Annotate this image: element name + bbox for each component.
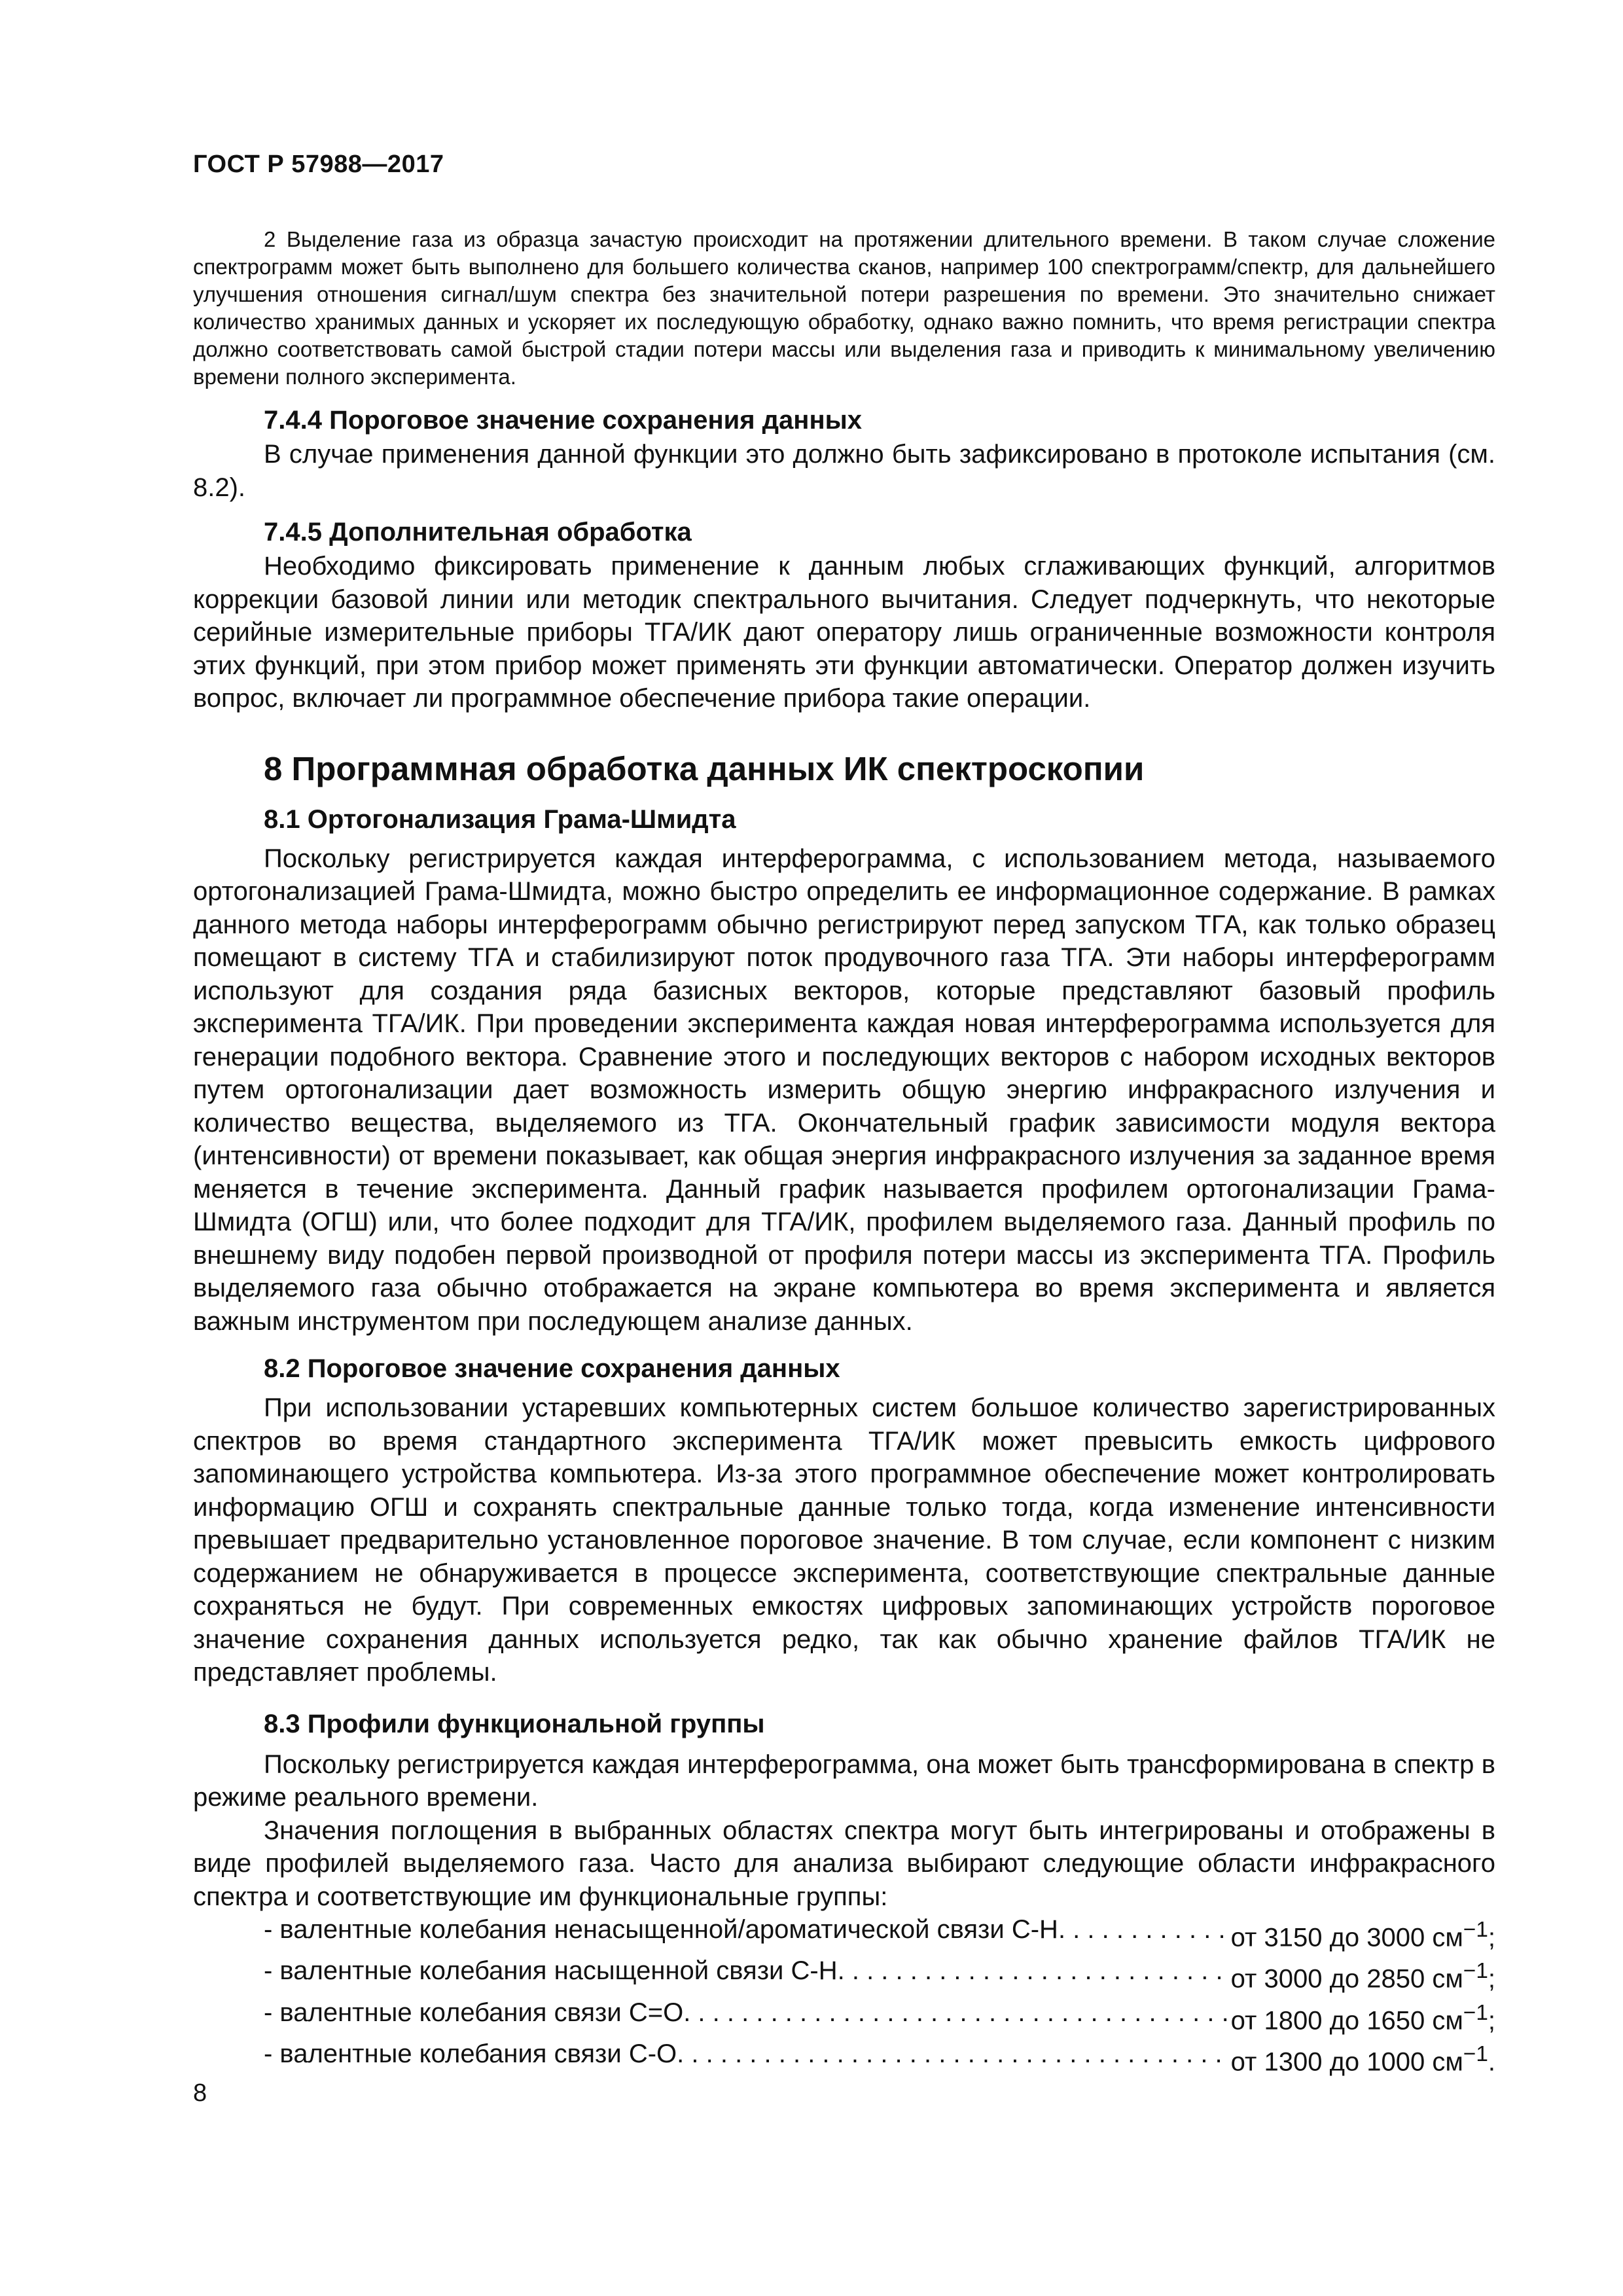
leader-dots <box>1058 1913 1231 1954</box>
list-item-label: - валентные колебания связи С-О <box>264 2039 677 2068</box>
list-item-value: от 3000 до 2850 $см^{-1}$; <box>1230 1959 1495 1994</box>
section-8-1-text: Поскольку регистрируется каждая интерферограмма, с использованием метода, называемого ортогонализацией Грама-Шмидта, можно быстро определить ее информационное содержание. В рамках данного метода наборы интерферограмм обычно регистрируют перед запуском ТГА, как только образец помещают в систему ТГА и стабилизируют поток продувочного газа ТГА. Эти наборы интерферограмм используют для создания ряда базисных векторов, которые представляют базовый профиль эксперимента ТГА/ИК. При проведении эксперимента каждая новая интерферограмма используется для генерации подобного вектора. Сравнение этого и последующих векторов с набором исходных векторов путем ортогонализации дает возможность измерить общую энергию инфракрасного излучения и количество вещества, выделяемого из ТГА. Окончательный график зависимости модуля вектора (интенсивности) от времени показывает, как общая энергия инфракрасного излучения за заданное время меняется в течение эксперимента. Данный график называется профилем ортогонализации Грама-Шмидта (ОГШ) или, что более подходит для ТГА/ИК, профилем выделяемого газа. Данный профиль по внешнему виду подобен первой производной от профиля потери массы из эксперимента ТГА. Профиль выделяемого газа обычно отображается на экране компьютера во время эксперимента и является важным инструментом при последующем анализе данных. <box>193 844 1495 1336</box>
section-8-3-text-1: Поскольку регистрируется каждая интерферограмма, она может быть трансформирована в спектр в режиме реального времени. <box>193 1749 1495 1812</box>
section-8-1-heading: 8.1 Ортогонализация Грама-Шмидта <box>264 804 736 834</box>
section-8-2-heading: 8.2 Пороговое значение сохранения данных <box>264 1354 840 1383</box>
leader-dots <box>838 1954 1231 1996</box>
page-content <box>193 226 1495 2079</box>
section-7-4-4-text: В случае применения данной функции это должно быть зафиксировано в протоколе испытания (см. 8.2). <box>193 440 1495 502</box>
list-item-label: - валентные колебания ненасыщенной/ароматической связи С-Н <box>264 1915 1058 1944</box>
list-item <box>193 2037 1495 2079</box>
list-item <box>193 1996 1495 2037</box>
section-7-4-4-heading: 7.4.4 Пороговое значение сохранения данных <box>264 406 863 435</box>
list-item <box>193 1913 1495 1954</box>
list-item-label: - валентные колебания насыщенной связи С-Н <box>264 1956 838 1986</box>
section-8-3-heading: 8.3 Профили функциональной группы <box>264 1709 765 1738</box>
section-8-heading: 8 Программная обработка данных ИК спектроскопии <box>264 749 1145 787</box>
page-number: 8 <box>193 2079 207 2107</box>
section-7-4-5-text: Необходимо фиксировать применение к данным любых сглаживающих функций, алгоритмов коррекции базовой линии или методик спектрального вычитания. Следует подчеркнуть, что некоторые серийные измерительные приборы ТГА/ИК дают оператору лишь ограниченные возможности контроля этих функций, при этом прибор может применять эти функции автоматически. Оператор должен изучить вопрос, включает ли программное обеспечение прибора такие операции. <box>193 552 1495 713</box>
functional-group-list <box>193 1913 1495 2079</box>
list-item-label: - валентные колебания связи С=О <box>264 1998 684 2027</box>
list-item <box>193 1954 1495 1996</box>
leader-dots <box>683 1996 1230 2037</box>
note-paragraph: 2 Выделение газа из образца зачастую происходит на протяжении длительного времени. В таком случае сложение спектрограмм может быть выполнено для большего количества сканов, например 100 спектрограмм/спектр, для дальнейшего улучшения отношения сигнал/шум спектра без значительной потери разрешения по времени. Это значительно снижает количество хранимых данных и ускоряет их последующую обработку, однако важно помнить, что время регистрации спектра должно соответствовать самой быстрой стадии потери массы или выделения газа и приводить к минимальному увеличению времени полного эксперимента. <box>193 227 1495 389</box>
section-7-4-5-heading: 7.4.5 Дополнительная обработка <box>264 518 692 547</box>
list-item-value: от 1300 до 1000 $см^{-1}$. <box>1230 2041 1495 2077</box>
list-item-value: от 1800 до 1650 $см^{-1}$; <box>1230 2000 1495 2035</box>
section-8-3-text-2: Значения поглощения в выбранных областях спектра могут быть интегрированы и отображены в виде профилей выделяемого газа. Часто для анализа выбирают следующие области инфракрасного спектра и соответствующие им функциональные группы: <box>193 1816 1495 1911</box>
section-8-2-text: При использовании устаревших компьютерных систем большое количество зарегистрированных спектров во время стандартного эксперимента ТГА/ИК может превысить емкость цифрового запоминающего устройства компьютера. Из-за этого программное обеспечение может контролировать информацию ОГШ и сохранять спектральные данные только тогда, когда изменение интенсивности превышает предварительно установленное пороговое значение. В том случае, если компонент с низким содержанием не обнаруживается в процессе эксперимента, соответствующие спектральные данные сохраняться не будут. При современных емкостях цифровых запоминающих устройств пороговое значение сохранения данных используется редко, так как обычно хранение файлов ТГА/ИК не представляет проблемы. <box>193 1393 1495 1687</box>
list-item-value: от 3150 до 3000 $см^{-1}$; <box>1230 1918 1495 1952</box>
document-header: ГОСТ Р 57988—2017 <box>193 151 444 178</box>
leader-dots <box>677 2037 1231 2079</box>
